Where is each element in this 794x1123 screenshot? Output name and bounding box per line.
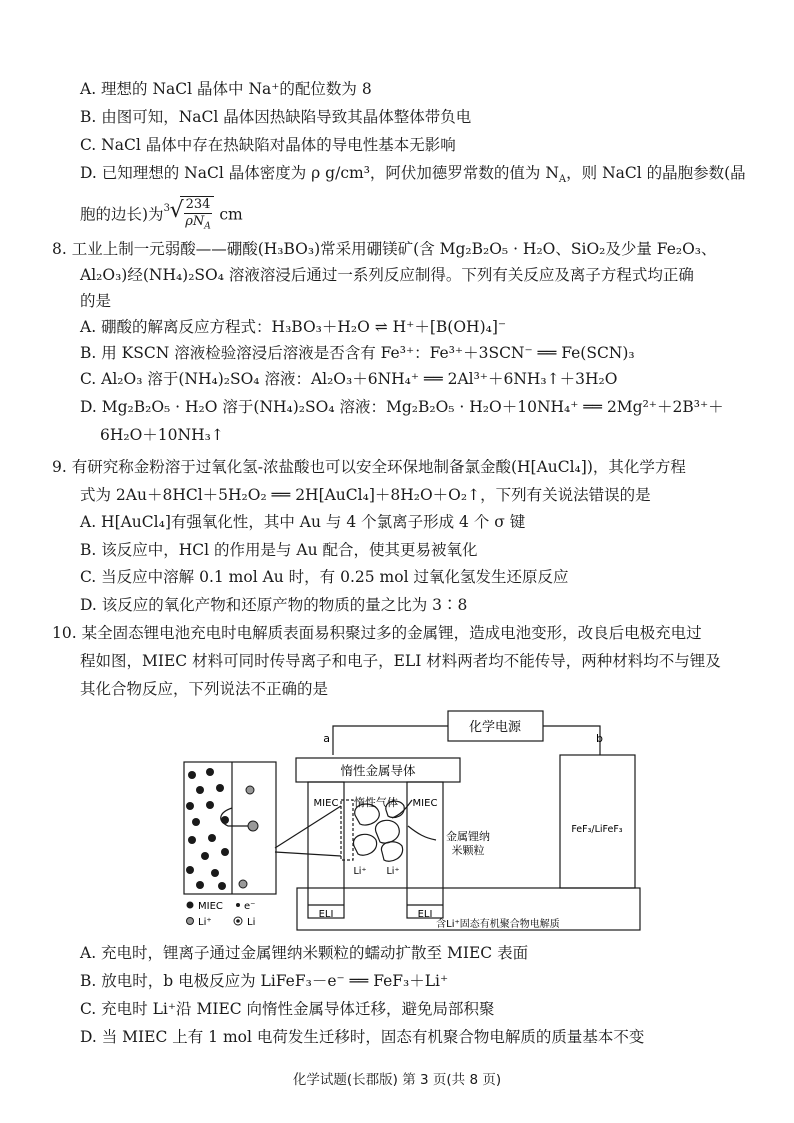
q7-option-d-text: D. 已知理想的 NaCl 晶体密度为 ρ g/cm³，阿伏加德罗常数的值为 N bbox=[80, 164, 559, 182]
legend-li-marker-core bbox=[236, 919, 240, 923]
legend-liplus-label: Li⁺ bbox=[198, 917, 212, 928]
inset-box bbox=[184, 762, 276, 894]
q8-option-c: C. Al₂O₃ 溶于(NH₄)₂SO₄ 溶液：Al₂O₃＋6NH₄⁺ ══ 2Al³⁺＋6NH₃↑＋3H₂O bbox=[80, 370, 618, 388]
eli-left-label: ELI bbox=[318, 909, 334, 920]
root-index: 3 bbox=[163, 203, 170, 214]
q9-option-d: D. 该反应的氧化产物和还原产物的物质的量之比为 3∶8 bbox=[80, 596, 468, 614]
q7-option-d-line2-post: cm bbox=[214, 205, 243, 224]
q8-option-a: A. 硼酸的解离反应方程式：H₃BO₃＋H₂O ⇌ H⁺＋[B(OH)₄]⁻ bbox=[80, 318, 507, 336]
root-sign-icon: √ bbox=[169, 198, 184, 223]
inert-gas-label: 惰性气体 bbox=[354, 796, 398, 809]
q9-stem-line2: 式为 2Au＋8HCl＋5H₂O₂ ══ 2H[AuCl₄]＋8H₂O＋O₂↑，下列有关说法错误的是 bbox=[80, 486, 651, 504]
label-b: b bbox=[596, 732, 603, 745]
miec-left-label: MIEC bbox=[313, 798, 339, 809]
label-a: a bbox=[323, 732, 330, 745]
legend-e-marker bbox=[236, 903, 240, 907]
q7-option-b: B. 由图可知，NaCl 晶体因热缺陷导致其晶体整体带负电 bbox=[80, 108, 472, 126]
q7-option-a: A. 理想的 NaCl 晶体中 Na⁺的配位数为 8 bbox=[80, 80, 372, 98]
q8-stem-line1: 8. 工业上制一元弱酸——硼酸(H₃BO₃)常采用硼镁矿(含 Mg₂B₂O₅ · H₂O、SiO₂及少量 Fe₂O₃、 bbox=[52, 240, 717, 258]
inset-miec-dots bbox=[186, 768, 229, 890]
q7-option-d-tail: ，则 NaCl 的晶胞参数(晶 bbox=[566, 164, 746, 182]
right-electrode-label: FeF₃/LiFeF₃ bbox=[571, 824, 623, 835]
q8-stem-line3: 的是 bbox=[80, 292, 112, 310]
arrow-nano bbox=[408, 826, 436, 840]
li-nano-label-1: 金属锂纳 bbox=[446, 830, 490, 843]
legend-liplus-marker bbox=[187, 918, 194, 925]
li-particle-3 bbox=[353, 834, 376, 855]
electrolyte-label: 含Li⁺固态有机聚合物电解质 bbox=[436, 919, 560, 930]
legend-miec-label: MIEC bbox=[198, 901, 223, 912]
wire-b bbox=[543, 726, 600, 755]
q9-stem-line1: 9. 有研究称金粉溶于过氧化氢-浓盐酸也可以安全环保地制备氯金酸(H[AuCl₄])，其化学方程 bbox=[52, 458, 686, 476]
q7-option-d-line2-pre: 胞的边长)为 bbox=[80, 205, 164, 224]
wire-a bbox=[333, 726, 448, 755]
q10-stem-line2: 程如图，MIEC 材料可同时传导离子和电子，ELI 材料两者均不能传导，两种材料均不与锂及 bbox=[80, 652, 721, 670]
page-footer: 化学试题(长郡版) 第 3 页(共 8 页) bbox=[292, 1072, 502, 1088]
q10-stem-line3: 其化合物反应，下列说法不正确的是 bbox=[80, 680, 329, 698]
inset-li-dot bbox=[248, 821, 258, 831]
q8-option-d-line1: D. Mg₂B₂O₅ · H₂O 溶于(NH₄)₂SO₄ 溶液：Mg₂B₂O₅ · H₂O＋10NH₄⁺ ══ 2Mg²⁺＋2B³⁺＋ bbox=[80, 398, 724, 416]
li-particle-4 bbox=[381, 842, 402, 861]
q10-stem-line1: 10. 某全固态锂电池充电时电解质表面易积聚过多的金属锂，造成电池变形，改良后电极充电过 bbox=[52, 624, 702, 642]
miec-right-label: MIEC bbox=[412, 798, 438, 809]
power-source-label: 化学电源 bbox=[468, 720, 522, 735]
fraction-numerator: 234 bbox=[185, 197, 211, 212]
q9-option-c: C. 当反应中溶解 0.1 mol Au 时，有 0.25 mol 过氧化氢发生还原反应 bbox=[80, 568, 569, 586]
q7-option-c: C. NaCl 晶体中存在热缺陷对晶体的导电性基本无影响 bbox=[80, 136, 456, 154]
inert-conductor-label: 惰性金属导体 bbox=[340, 763, 416, 778]
q7-option-d-sub: A bbox=[558, 174, 567, 186]
li-plus-label-2: Li⁺ bbox=[386, 866, 400, 877]
q10-option-c: C. 充电时 Li⁺沿 MIEC 向惰性金属导体迁移，避免局部积聚 bbox=[80, 1000, 495, 1018]
zoom-region bbox=[341, 800, 353, 860]
q10-option-b: B. 放电时，b 电极反应为 LiFeF₃－e⁻ ══ FeF₃＋Li⁺ bbox=[80, 972, 449, 990]
q10-option-a: A. 充电时，锂离子通过金属锂纳米颗粒的蠕动扩散至 MIEC 表面 bbox=[80, 944, 529, 962]
fraction-denominator-text: ρN bbox=[185, 214, 205, 229]
fraction-denominator-sub: A bbox=[204, 221, 211, 232]
q9-option-a: A. H[AuCl₄]有强氧化性，其中 Au 与 4 个氯离子形成 4 个 σ 键 bbox=[80, 513, 526, 531]
legend-miec-marker bbox=[187, 902, 194, 909]
inset-liplus-dot-2 bbox=[239, 880, 247, 888]
li-particle-2 bbox=[375, 820, 399, 843]
right-electrode-box bbox=[560, 755, 635, 888]
eli-right-label: ELI bbox=[417, 909, 433, 920]
li-nano-label-2: 米颗粒 bbox=[451, 844, 485, 857]
inset-liplus-dot bbox=[246, 786, 254, 794]
q8-option-d-line2: 6H₂O＋10NH₃↑ bbox=[100, 426, 224, 444]
li-plus-label-1: Li⁺ bbox=[353, 866, 367, 877]
q10-option-d: D. 当 MIEC 上有 1 mol 电荷发生迁移时，固态有机聚合物电解质的质量基本不变 bbox=[80, 1028, 645, 1046]
q9-option-b: B. 该反应中，HCl 的作用是与 Au 配合，使其更易被氧化 bbox=[80, 541, 478, 559]
legend-e-label: e⁻ bbox=[244, 901, 256, 912]
legend-li-label: Li bbox=[247, 917, 256, 928]
q8-stem-line2: Al₂O₃)经(NH₄)₂SO₄ 溶液溶浸后通过一系列反应制得。下列有关反应及离子方程式均正确 bbox=[80, 266, 694, 284]
q8-option-b: B. 用 KSCN 溶液检验溶浸后溶液是否含有 Fe³⁺：Fe³⁺＋3SCN⁻ ══ Fe(SCN)₃ bbox=[80, 344, 635, 362]
